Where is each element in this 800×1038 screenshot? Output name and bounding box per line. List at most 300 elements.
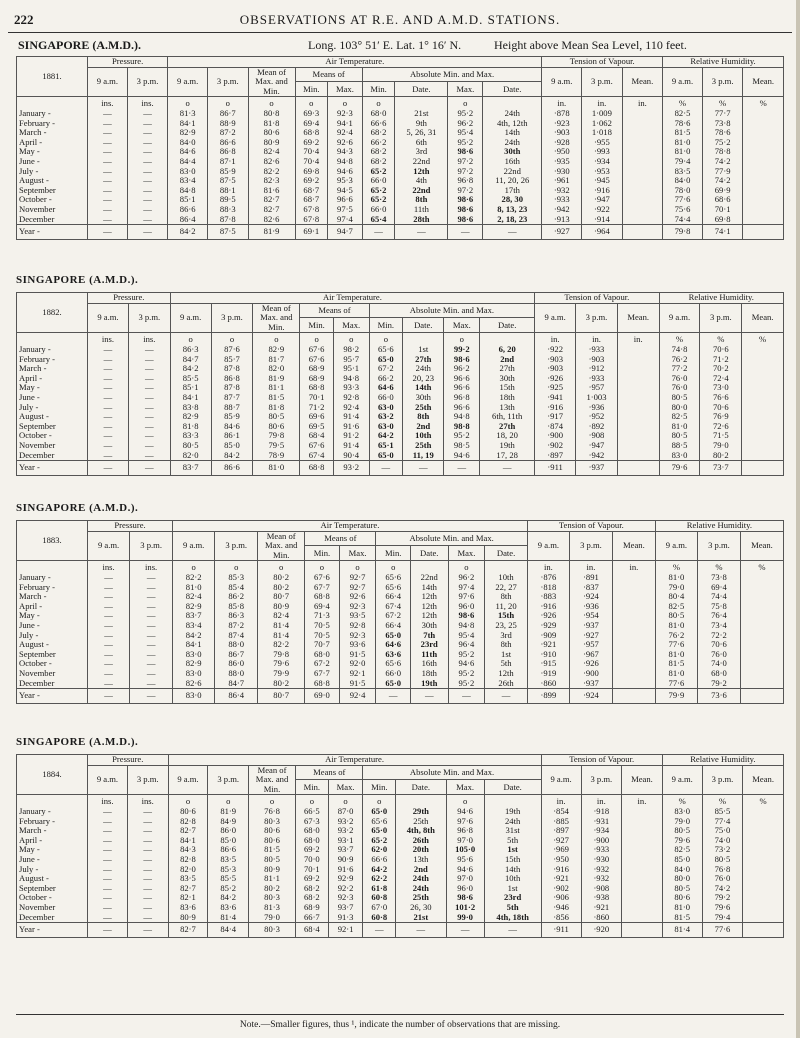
table-cell: 96·8 [444, 393, 480, 403]
table-cell: 82·7 [168, 884, 208, 894]
table-cell: 7th [410, 631, 448, 641]
table-cell: 94·5 [328, 186, 363, 196]
table-row [17, 345, 784, 355]
units-row [17, 97, 784, 109]
year-cell: — [369, 461, 403, 476]
table-cell: — [88, 205, 128, 215]
table-cell: 10th [403, 431, 444, 441]
table-cell: — [88, 836, 128, 846]
table-row [17, 893, 784, 903]
table-cell: — [130, 592, 173, 602]
table-cell: 20th [396, 845, 446, 855]
table-cell [742, 412, 784, 422]
table-cell: 81·4 [258, 621, 305, 631]
table-cell: 98·6 [448, 195, 483, 205]
table-cell: 81·5 [249, 845, 296, 855]
table-cell: 66·7 [296, 913, 329, 923]
table-cell: 67·6 [300, 441, 334, 451]
table-cell: 67·4 [300, 451, 334, 461]
table-cell: 93·2 [328, 826, 363, 836]
table-cell: — [88, 176, 128, 186]
table-cell: — [88, 109, 128, 119]
table-cell: ·931 [581, 817, 622, 827]
table-cell: 65·2 [362, 167, 395, 177]
table-cell [612, 573, 655, 583]
table-cell [743, 893, 784, 903]
table-cell: 85·3 [208, 865, 249, 875]
table-cell: 83·8 [170, 403, 211, 413]
table-cell: ·953 [582, 167, 623, 177]
table-cell: 69·2 [295, 176, 328, 186]
table-cell: — [88, 583, 130, 593]
table-cell: 70·1 [702, 205, 743, 215]
table-cell: ·957 [576, 383, 618, 393]
unit-cell: o [448, 561, 485, 573]
table-cell: 81·4 [208, 913, 249, 923]
table-cell: — [88, 186, 128, 196]
table-cell: 80·9 [168, 913, 208, 923]
table-cell: 14th [403, 383, 444, 393]
table-cell: 97·4 [448, 583, 485, 593]
table-cell: 87·4 [215, 631, 258, 641]
unit-cell: o [258, 561, 305, 573]
table-cell: 11th [410, 650, 448, 660]
table-cell: ·937 [569, 679, 612, 689]
table-cell: 92·6 [328, 138, 363, 148]
table-cell: ·933 [581, 845, 622, 855]
month-label: March - [17, 364, 88, 374]
table-cell: 82·6 [248, 157, 295, 167]
table-cell: 80·0 [659, 403, 700, 413]
table-cell: — [128, 383, 170, 393]
unit-cell: ins. [88, 97, 128, 109]
table-cell: ·930 [542, 167, 582, 177]
table-cell: 65·0 [376, 631, 411, 641]
table-row [17, 874, 784, 884]
unit-cell: in. [581, 795, 622, 807]
table-cell: 98·6 [448, 611, 485, 621]
table-cell: 66·2 [362, 138, 395, 148]
year-cell: 68·8 [300, 461, 334, 476]
table-row [17, 903, 784, 913]
table-cell: 81·0 [659, 422, 700, 432]
col-tension-9am: 9 a.m. [542, 67, 582, 97]
unit-cell: in. [617, 333, 659, 345]
table-cell: ·952 [576, 412, 618, 422]
table-cell: 93·7 [328, 903, 363, 913]
table-cell: 25th [396, 893, 446, 903]
table-cell [740, 640, 783, 650]
table-cell: 87·2 [208, 128, 249, 138]
table-cell: — [88, 451, 129, 461]
table-cell: 24th [484, 817, 541, 827]
table-cell: — [88, 913, 128, 923]
table-cell: ·916 [535, 403, 576, 413]
table-cell: — [128, 412, 170, 422]
table-cell: — [130, 583, 173, 593]
table-cell: — [88, 817, 128, 827]
table-cell: 86·7 [215, 650, 258, 660]
table-cell: ·946 [541, 903, 581, 913]
year-cell: 74·1 [702, 225, 743, 240]
table-cell: 68·0 [697, 669, 740, 679]
col-pressure-3pm: 3 p.m. [127, 67, 168, 97]
table-cell: 65·6 [376, 659, 411, 669]
month-label: April - [17, 138, 88, 148]
table-cell: 69·5 [300, 422, 334, 432]
table-cell: 12th [410, 602, 448, 612]
table-cell: — [88, 631, 130, 641]
air-temperature-header: Air Temperature. [168, 57, 542, 68]
table-cell: 77·7 [702, 109, 743, 119]
units-row [17, 333, 784, 345]
month-label: March - [17, 128, 88, 138]
unit-cell: in. [541, 795, 581, 807]
humidity-header: Relative Humidity. [655, 521, 783, 532]
table-cell: — [127, 176, 168, 186]
observations-table-1 [16, 292, 784, 476]
col-humidity-mean: Mean. [742, 303, 784, 333]
table-cell: 82·4 [258, 611, 305, 621]
table-cell [622, 195, 662, 205]
table-cell: 1·018 [582, 128, 623, 138]
table-cell: — [88, 592, 130, 602]
table-cell: 67·2 [369, 364, 403, 374]
unit-cell: % [702, 795, 743, 807]
table-cell: 85·9 [208, 167, 249, 177]
table-cell: — [127, 893, 168, 903]
table-cell: 80·5 [662, 884, 702, 894]
table-cell [740, 679, 783, 689]
table-cell: 79·0 [662, 817, 702, 827]
observations-table-0 [16, 56, 784, 240]
table-cell: 94·8 [444, 412, 480, 422]
table-cell: 23, 25 [485, 621, 528, 631]
table-cell: 76·6 [700, 393, 742, 403]
table-cell: — [88, 669, 130, 679]
table-cell: 63·2 [369, 412, 403, 422]
table-cell: 70·7 [305, 640, 340, 650]
table-row [17, 147, 784, 157]
col-humidity-mean: Mean. [743, 765, 784, 795]
table-cell: 11, 20, 26 [483, 176, 542, 186]
month-label: October - [17, 893, 88, 903]
table-cell: — [127, 865, 168, 875]
table-cell: 86·3 [215, 611, 258, 621]
table-cell: 96·2 [448, 119, 483, 129]
year-cell: ·937 [576, 461, 618, 476]
table-cell: 94·6 [446, 865, 484, 875]
table-cell: 85·2 [208, 884, 249, 894]
unit-cell: o [328, 795, 363, 807]
table-cell: 63·6 [376, 650, 411, 660]
table-cell [622, 845, 663, 855]
table-cell [622, 826, 663, 836]
table-cell: — [88, 640, 130, 650]
table-cell: 98·8 [444, 422, 480, 432]
year-cell: 94·7 [328, 225, 363, 240]
table-cell: — [128, 422, 170, 432]
table-cell: 91·3 [328, 913, 363, 923]
table-cell: ·903 [535, 355, 576, 365]
unit-cell: % [742, 333, 784, 345]
table-cell: 25th [403, 403, 444, 413]
col-mean-max-min: Mean of Max. and Min. [248, 67, 295, 97]
table-cell: 76·2 [659, 355, 700, 365]
table-cell: — [127, 119, 168, 129]
col-abs-min-date: Date. [410, 546, 448, 561]
table-cell: 68·2 [362, 128, 395, 138]
table-cell: 97·4 [328, 215, 363, 225]
table-cell: ·903 [542, 128, 582, 138]
table-cell: 1st [484, 845, 541, 855]
table-cell: — [127, 109, 168, 119]
table-cell: 66·2 [369, 374, 403, 384]
table-cell: — [130, 631, 173, 641]
table-cell: 26th [485, 679, 528, 689]
col-means-of: Means of [295, 67, 362, 82]
table-cell: 86·6 [168, 205, 208, 215]
table-cell: 68·8 [305, 679, 340, 689]
table-cell: 86·8 [208, 147, 249, 157]
table-row [17, 845, 784, 855]
table-cell: 1st [484, 884, 541, 894]
table-cell [622, 913, 663, 923]
table-cell: 65·6 [376, 573, 411, 583]
table-cell: 97·0 [446, 836, 484, 846]
table-cell: — [88, 893, 128, 903]
table-row [17, 826, 784, 836]
table-cell [617, 451, 659, 461]
month-label: December [17, 215, 88, 225]
table-cell: — [130, 679, 173, 689]
table-cell: 2nd [403, 422, 444, 432]
table-cell: 94·3 [328, 147, 363, 157]
table-cell [743, 157, 784, 167]
table-cell: 4th [395, 176, 448, 186]
table-cell: — [88, 845, 128, 855]
year-cell: 93·2 [333, 461, 369, 476]
table-cell [743, 138, 784, 148]
table-cell: 80·5 [702, 855, 743, 865]
table-cell: 80·2 [258, 573, 305, 583]
table-cell [617, 393, 659, 403]
table-cell: 70·5 [305, 631, 340, 641]
month-label: July - [17, 631, 88, 641]
col-temp-9am: 9 a.m. [170, 303, 211, 333]
table-cell: ·936 [576, 403, 618, 413]
col-abs-max-date: Date. [484, 780, 541, 795]
table-cell: 62·0 [363, 845, 396, 855]
table-cell: 65·0 [369, 451, 403, 461]
table-row [17, 422, 784, 432]
year-cell: 77·6 [702, 923, 743, 938]
table-row [17, 355, 784, 365]
month-label: November [17, 441, 88, 451]
station-name: SINGAPORE (A.M.D.). [18, 38, 141, 52]
table-cell: 80·0 [662, 874, 702, 884]
table-cell: 105·0 [446, 845, 484, 855]
table-cell: ·860 [527, 679, 569, 689]
month-label: July - [17, 167, 88, 177]
table-row [17, 884, 784, 894]
table-cell: 26th [396, 836, 446, 846]
month-label: May - [17, 611, 88, 621]
table-cell [740, 659, 783, 669]
table-cell: — [130, 611, 173, 621]
table-cell [740, 669, 783, 679]
table-cell: 84·6 [211, 422, 253, 432]
month-label: November [17, 669, 88, 679]
unit-cell: % [740, 561, 783, 573]
table-cell: 70·6 [700, 345, 742, 355]
table-cell: 79·6 [662, 836, 702, 846]
table-cell: 76·0 [697, 650, 740, 660]
table-cell: 73·8 [697, 573, 740, 583]
col-tension-3pm: 3 p.m. [581, 765, 622, 795]
table-cell [617, 374, 659, 384]
table-cell: 86·7 [208, 109, 249, 119]
table-cell: — [127, 186, 168, 196]
table-cell: 64·6 [369, 383, 403, 393]
col-absolute: Absolute Min. and Max. [362, 67, 542, 82]
col-tension-9am: 9 a.m. [535, 303, 576, 333]
table-cell: 95·6 [446, 855, 484, 865]
table-cell: ·916 [582, 186, 623, 196]
table-cell [742, 441, 784, 451]
table-cell [740, 602, 783, 612]
table-cell: 11, 20 [485, 602, 528, 612]
year-header: 1884. [17, 755, 88, 795]
col-means-min: Min. [296, 780, 329, 795]
table-cell: 80·3 [249, 893, 296, 903]
table-cell: ·854 [541, 807, 581, 817]
table-cell: 71·2 [300, 403, 334, 413]
table-cell: 78·8 [702, 147, 743, 157]
unit-cell: o [168, 795, 208, 807]
month-label: May - [17, 845, 88, 855]
year-cell [622, 225, 662, 240]
table-cell: 65·6 [363, 817, 396, 827]
month-label: December [17, 679, 88, 689]
table-cell: 78·9 [253, 451, 300, 461]
table-cell: 28th [395, 215, 448, 225]
table-cell: ·969 [541, 845, 581, 855]
table-cell [612, 611, 655, 621]
table-cell: 82·7 [168, 826, 208, 836]
table-row [17, 855, 784, 865]
month-label: January - [17, 573, 88, 583]
col-abs-min-date: Date. [396, 780, 446, 795]
table-cell [622, 855, 663, 865]
table-cell: 96·8 [448, 176, 483, 186]
unit-cell: o [363, 795, 396, 807]
table-cell [612, 621, 655, 631]
year-summary-row [17, 689, 784, 704]
col-means-of: Means of [300, 303, 369, 318]
table-cell: 67·2 [376, 611, 411, 621]
table-row [17, 128, 784, 138]
table-cell: 91·6 [333, 422, 369, 432]
table-cell: 20, 23 [403, 374, 444, 384]
table-cell: 82·6 [248, 215, 295, 225]
table-cell: 79·4 [702, 913, 743, 923]
col-pressure-9am: 9 a.m. [88, 303, 129, 333]
table-cell: 81·7 [253, 355, 300, 365]
table-cell [612, 631, 655, 641]
table-row [17, 441, 784, 451]
table-cell: 66·5 [296, 807, 329, 817]
observations-table-2 [16, 520, 784, 704]
col-mean-max-min: Mean of Max. and Min. [249, 765, 296, 795]
table-cell: ·942 [576, 451, 618, 461]
table-cell: — [127, 157, 168, 167]
table-cell: 87·8 [211, 364, 253, 374]
table-cell: 74·4 [663, 215, 703, 225]
table-cell: 81·0 [663, 147, 703, 157]
table-cell: ·914 [582, 215, 623, 225]
table-row [17, 807, 784, 817]
unit-cell: % [662, 795, 702, 807]
unit-cell: o [333, 333, 369, 345]
table-cell: 99·0 [446, 913, 484, 923]
table-cell [622, 176, 662, 186]
table-row [17, 403, 784, 413]
table-cell: 8, 13, 23 [483, 205, 542, 215]
table-cell: 70·2 [700, 364, 742, 374]
table-cell: ·909 [527, 631, 569, 641]
col-pressure-3pm: 3 p.m. [128, 303, 170, 333]
table-cell: 82·2 [258, 640, 305, 650]
table-cell: 1·003 [576, 393, 618, 403]
table-cell: — [88, 659, 130, 669]
table-cell: ·916 [527, 602, 569, 612]
page-header [8, 12, 792, 34]
table-cell: 3rd [485, 631, 528, 641]
table-cell: 15th [485, 611, 528, 621]
table-cell [617, 412, 659, 422]
table-cell: 95·2 [448, 669, 485, 679]
table-cell: 97·6 [446, 817, 484, 827]
table-cell: 93·1 [328, 836, 363, 846]
table-cell: ·954 [569, 611, 612, 621]
table-cell: 21st [396, 913, 446, 923]
table-cell: — [127, 817, 168, 827]
table-cell: — [127, 205, 168, 215]
table-cell: ·926 [569, 659, 612, 669]
table-cell: 75·6 [663, 205, 703, 215]
table-cell: 14th [484, 865, 541, 875]
table-cell: 80·6 [249, 826, 296, 836]
table-cell: 92·3 [328, 109, 363, 119]
table-cell: 78·6 [702, 128, 743, 138]
unit-cell: % [700, 333, 742, 345]
table-cell: 66·6 [363, 855, 396, 865]
table-cell: ·930 [581, 855, 622, 865]
table-cell: 68·2 [296, 893, 329, 903]
table-cell [742, 403, 784, 413]
table-cell: — [127, 845, 168, 855]
table-cell: 81·6 [248, 186, 295, 196]
table-cell: 68·2 [296, 884, 329, 894]
table-cell: 91·5 [339, 679, 376, 689]
table-cell: 85·0 [211, 441, 253, 451]
table-cell: 84·0 [662, 865, 702, 875]
table-cell: 67·6 [305, 573, 340, 583]
table-cell: 72·2 [697, 631, 740, 641]
table-cell: 96·0 [448, 602, 485, 612]
table-cell: 82·5 [659, 412, 700, 422]
